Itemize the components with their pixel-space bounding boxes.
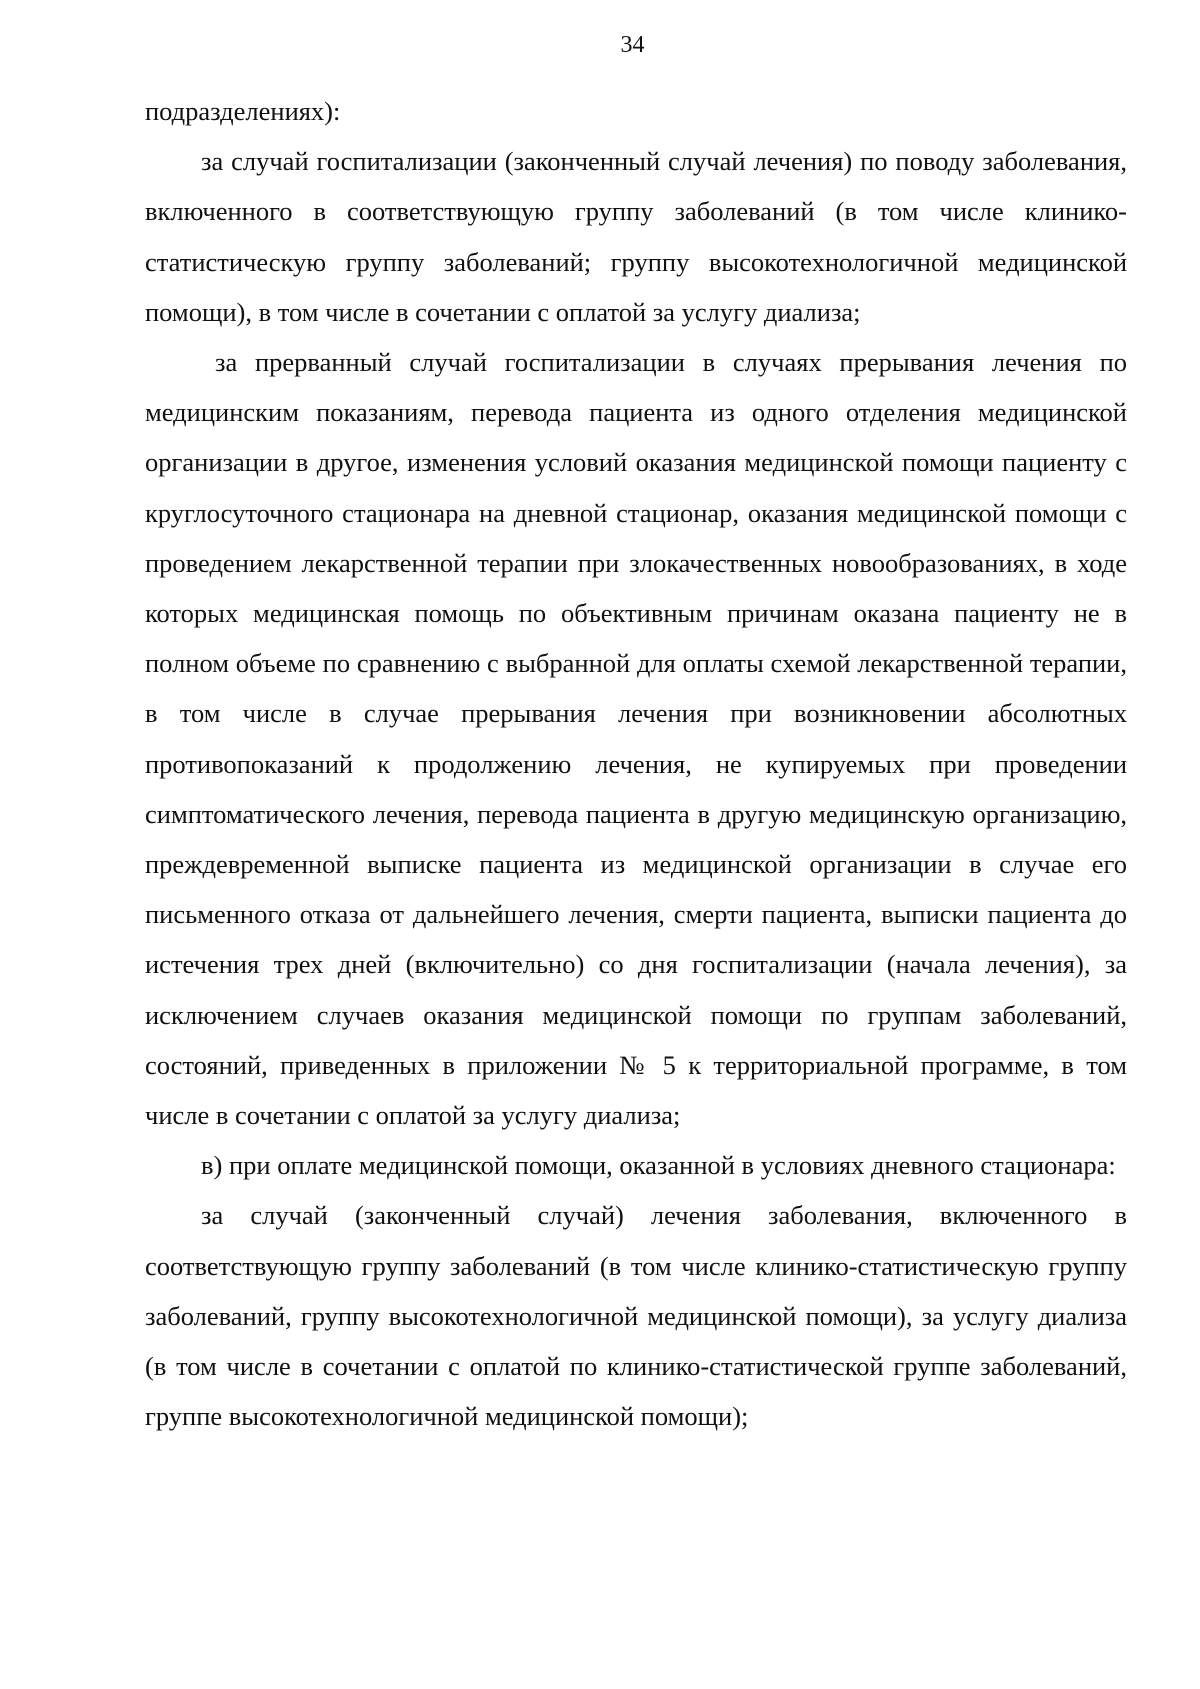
paragraph-interrupted-case: за прерванный случай госпитализации в случаях прерывания лечения по медицинским показаниям, перевода пациента из одного отделения медицинской организации в другое, изменения условий оказания медицинской помощи пациенту с круглосуточного стационара на дневной стационар, оказания медицинской помощи с проведением лекарственной терапии при злокачественных новообразованиях, в ходе которых медицинская помощь по объективным причинам оказана пациенту не в полном объеме по сравнению с выбранной для оплаты схемой лекарственной терапии, в том числе в случае прерывания лечения при возникновении абсолютных противопоказаний к продолжению лечения, не купируемых при проведении симптоматического лечения, перевода пациента в другую медицинскую организацию, преждевременной выписке пациента из медицинской организации в случае его письменного отказа от дальнейшего лечения, смерти пациента, выписки пациента до истечения трех дней (включительно) со дня госпитализации (начала лечения), за исключением случаев оказания медицинской помощи по группам заболеваний, состояний, приведенных в приложении № 5 к территориальной программе, в том числе в сочетании с оплатой за услугу диализа;	[145, 347, 1127, 1131]
page-number: 34	[620, 32, 645, 58]
paragraph-day-hospital-case: за случай (законченный случай) лечения заболевания, включенного в соответствующую группу заболеваний (в том числе клинико-статистическую группу заболеваний, группу высокотехнологичной медицинской помощи), за услугу диализа (в том числе в сочетании с оплатой по клинико-статистической группе заболеваний, группе высокотехнологичной медицинской помощи);	[145, 1200, 1127, 1432]
document-body	[145, 86, 1127, 1441]
paragraph-hospitalization-case: за случай госпитализации (законченный случай лечения) по поводу заболевания, включенного в соответствующую группу заболеваний (в том числе клинико-статистическую группу заболеваний; группу высокотехнологичной медицинской помощи), в том числе в сочетании с оплатой за услугу диализа;	[145, 146, 1127, 327]
paragraph-continuation: подразделениях):	[145, 96, 341, 126]
paragraph-day-hospital-heading: в) при оплате медицинской помощи, оказанной в условиях дневного стационара:	[201, 1150, 1116, 1181]
